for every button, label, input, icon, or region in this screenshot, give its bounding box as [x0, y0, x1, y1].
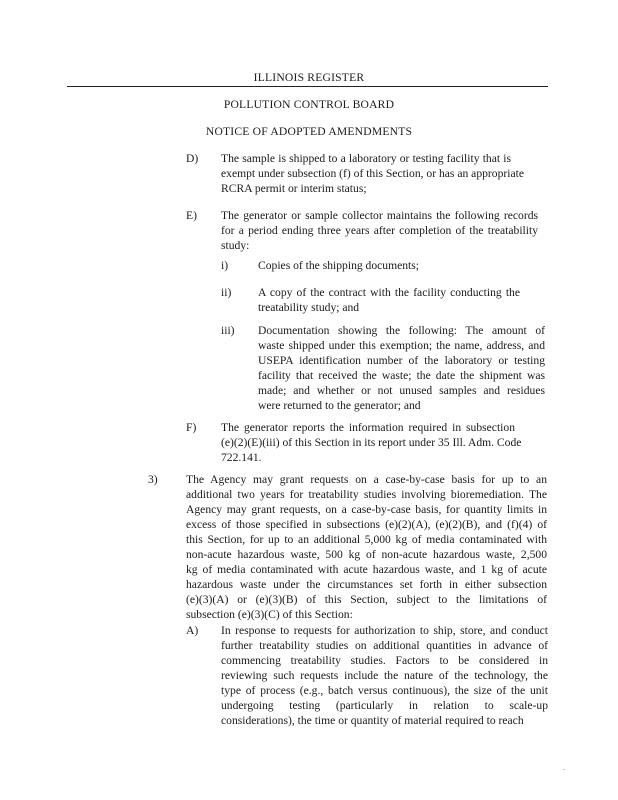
register-title: ILLINOIS REGISTER	[253, 71, 365, 84]
item-e-text	[221, 208, 538, 253]
item-label-e-i: i)	[221, 259, 229, 272]
text-line: further treatability studies on additional quantities in advance of	[221, 639, 548, 652]
text-line: type of process (e.g., batch versus continuous), the size of the unit	[221, 684, 548, 697]
item-a-text	[221, 623, 548, 728]
text-line: excess of those specified in subsections (e)(2)(A), (e)(2)(B), and (f)(4) of	[186, 518, 547, 531]
item-label-e: E)	[186, 209, 197, 222]
item-d-text	[221, 151, 524, 196]
item-label-d: D)	[186, 152, 199, 165]
item-label-f: F)	[186, 421, 197, 434]
text-line: Documentation showing the following: The amount of	[258, 324, 545, 337]
item-f-text	[221, 420, 522, 465]
text-line: this Section, for up to an additional 5,000 kg of media contaminated with	[186, 533, 547, 546]
text-line: In response to requests for authorization to ship, store, and conduct	[221, 624, 548, 637]
text-line: (e)(2)(E)(iii) of this Section in its report under 35 Ill. Adm. Code	[221, 436, 522, 449]
text-line: for a period ending three years after completion of the treatability	[221, 224, 538, 237]
item-label-e-ii: ii)	[221, 286, 232, 299]
text-line: study:	[221, 239, 250, 252]
text-line: USEPA identification number of the laboratory or testing	[258, 354, 545, 367]
item-label-a: A)	[186, 624, 199, 637]
text-line: made; and whether or not unused samples and residues	[258, 384, 545, 397]
item-e-i-text	[258, 258, 428, 273]
text-line: subsection (e)(3)(C) of this Section:	[186, 608, 353, 621]
item-e-iii-text	[258, 323, 545, 413]
page-mark: .	[563, 763, 565, 772]
text-line: The Agency may grant requests on a case-by-case basis for up to an	[186, 473, 547, 486]
text-line: non-acute hazardous waste, 500 kg of non-acute hazardous waste, 2,500	[186, 548, 547, 561]
text-line: waste shipped under this exemption; the name, address, and	[258, 339, 545, 352]
paragraph-label-3: 3)	[148, 473, 158, 486]
text-line: hazardous waste under the circumstances set forth in either subsection	[186, 578, 547, 591]
text-line: (e)(3)(A) or (e)(3)(B) of this Section, subject to the limitations of	[186, 593, 547, 606]
text-line: A copy of the contract with the facility conducting the	[258, 286, 520, 299]
text-line: were returned to the generator; and	[258, 399, 421, 412]
text-line: Agency may grant requests, on a case-by-case basis, for quantity limits in	[186, 503, 547, 516]
text-line: The sample is shipped to a laboratory or testing facility that is	[221, 152, 511, 165]
notice-title: NOTICE OF ADOPTED AMENDMENTS	[205, 125, 413, 138]
text-line: 722.141.	[221, 451, 262, 464]
text-line: reviewing such requests include the nature of the technology, the	[221, 669, 548, 682]
item-label-e-iii: iii)	[221, 324, 235, 337]
item-e-ii-text	[258, 285, 520, 315]
board-name: POLLUTION CONTROL BOARD	[223, 98, 395, 111]
text-line: The generator reports the information required in subsection	[221, 421, 515, 434]
text-line: considerations), the time or quantity of material required to reach	[221, 714, 524, 727]
text-line: treatability study; and	[258, 301, 360, 314]
text-line: facility that received the waste; the date the shipment was	[258, 369, 545, 382]
text-line: commencing treatability studies. Factors to be considered in	[221, 654, 548, 667]
header-rule	[67, 86, 548, 87]
text-line: additional two years for treatability studies involving bioremediation. The	[186, 488, 547, 501]
text-line: exempt under subsection (f) of this Section, or has an appropriate	[221, 167, 524, 180]
text-line: kg of media contaminated with acute hazardous waste, and 1 kg of acute	[186, 563, 547, 576]
text-line: undergoing testing (particularly in relation to scale-up	[221, 699, 548, 712]
text-line: Copies of the shipping documents;	[258, 259, 420, 272]
paragraph-3-text	[186, 472, 547, 622]
text-line: The generator or sample collector maintains the following records	[221, 209, 538, 222]
text-line: RCRA permit or interim status;	[221, 182, 367, 195]
